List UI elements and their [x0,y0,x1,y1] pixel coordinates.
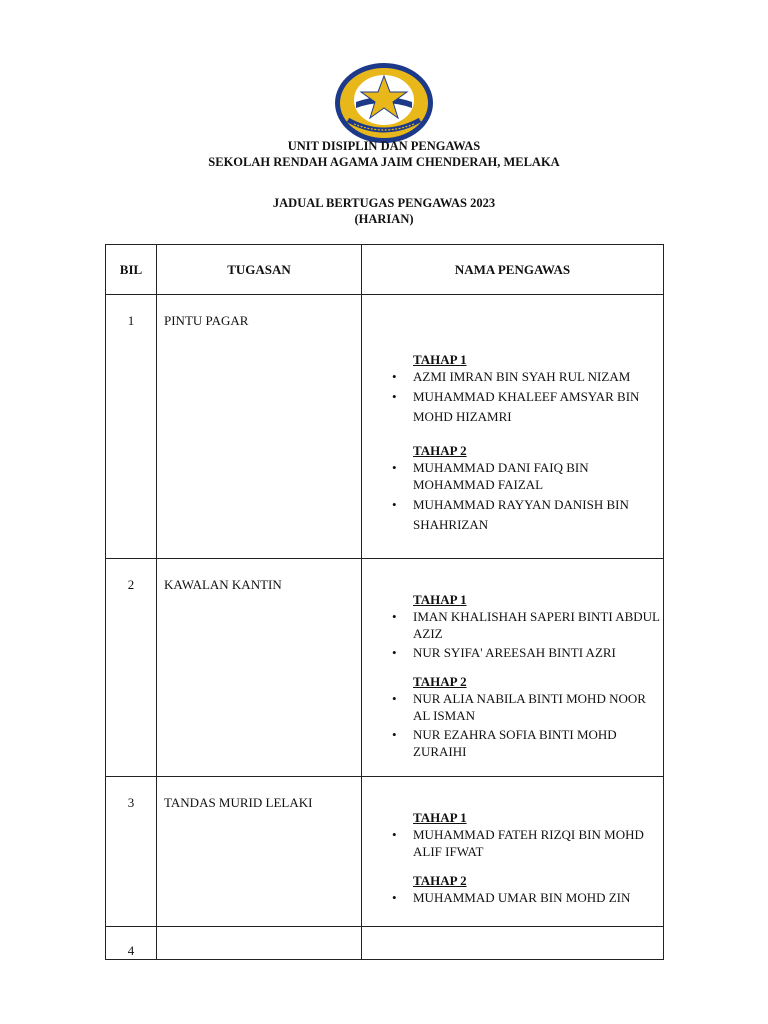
group-label: TAHAP 1 [413,810,467,825]
list-item: • MUHAMMAD UMAR BIN MOHD ZIN [386,889,663,906]
list-item: • AZMI IMRAN BIN SYAH RUL NIZAM [386,368,663,385]
list-item: • NUR SYIFA' AREESAH BINTI AZRI [386,644,663,661]
name-list [386,368,663,427]
names-cell [362,295,664,559]
group-label: TAHAP 1 [413,592,467,607]
name-list [386,826,663,860]
group-label: TAHAP 2 [413,674,467,689]
header-nama-pengawas: NAMA PENGAWAS [362,245,664,295]
task-cell: TANDAS MURID LELAKI [157,777,362,927]
row-number: 4 [106,927,157,960]
row-number: 1 [106,295,157,559]
task-cell: KAWALAN KANTIN [157,559,362,777]
group-label: TAHAP 2 [413,873,467,888]
header-bil: BIL [106,245,157,295]
list-item: • NUR EZAHRA SOFIA BINTI MOHD ZURAIHI [386,726,663,760]
list-item: • MUHAMMAD KHALEEF AMSYAR BIN MOHD HIZAMRI [386,387,663,427]
school-logo [334,62,434,144]
group-tahap-1 [386,809,663,860]
list-item: • MUHAMMAD DANI FAIQ BIN MOHAMMAD FAIZAL [386,459,663,493]
school-header [0,138,768,170]
duty-table [105,244,664,960]
table-row [106,777,664,927]
task-cell: PINTU PAGAR [157,295,362,559]
group-tahap-1 [386,351,663,427]
group-tahap-1 [386,591,663,661]
list-item: • IMAN KHALISHAH SAPERI BINTI ABDUL AZIZ [386,608,663,642]
unit-name: UNIT DISIPLIN DAN PENGAWAS [287,139,481,153]
task-cell [157,927,362,960]
group-label: TAHAP 2 [413,443,467,458]
document-title: JADUAL BERTUGAS PENGAWAS 2023 [272,196,496,210]
name-list [386,889,663,906]
list-item: • NUR ALIA NABILA BINTI MOHD NOOR AL ISMAN [386,690,663,724]
group-tahap-2 [386,442,663,535]
name-list [386,608,663,661]
document-subtitle: (HARIAN) [354,212,414,226]
group-tahap-2 [386,673,663,760]
name-list [386,690,663,760]
table-row [106,559,664,777]
group-tahap-2 [386,872,663,906]
row-number: 3 [106,777,157,927]
list-item: • MUHAMMAD RAYYAN DANISH BIN SHAHRIZAN [386,495,663,535]
school-name: SEKOLAH RENDAH AGAMA JAIM CHENDERAH, MELAKA [208,155,560,169]
document-heading [0,195,768,227]
table-row [106,295,664,559]
group-label: TAHAP 1 [413,352,467,367]
names-cell [362,927,664,960]
table-header-row [106,245,664,295]
list-item: • MUHAMMAD FATEH RIZQI BIN MOHD ALIF IFWAT [386,826,663,860]
names-cell [362,777,664,927]
names-cell [362,559,664,777]
header-tugasan: TUGASAN [157,245,362,295]
name-list [386,459,663,535]
row-number: 2 [106,559,157,777]
table-row [106,927,664,960]
